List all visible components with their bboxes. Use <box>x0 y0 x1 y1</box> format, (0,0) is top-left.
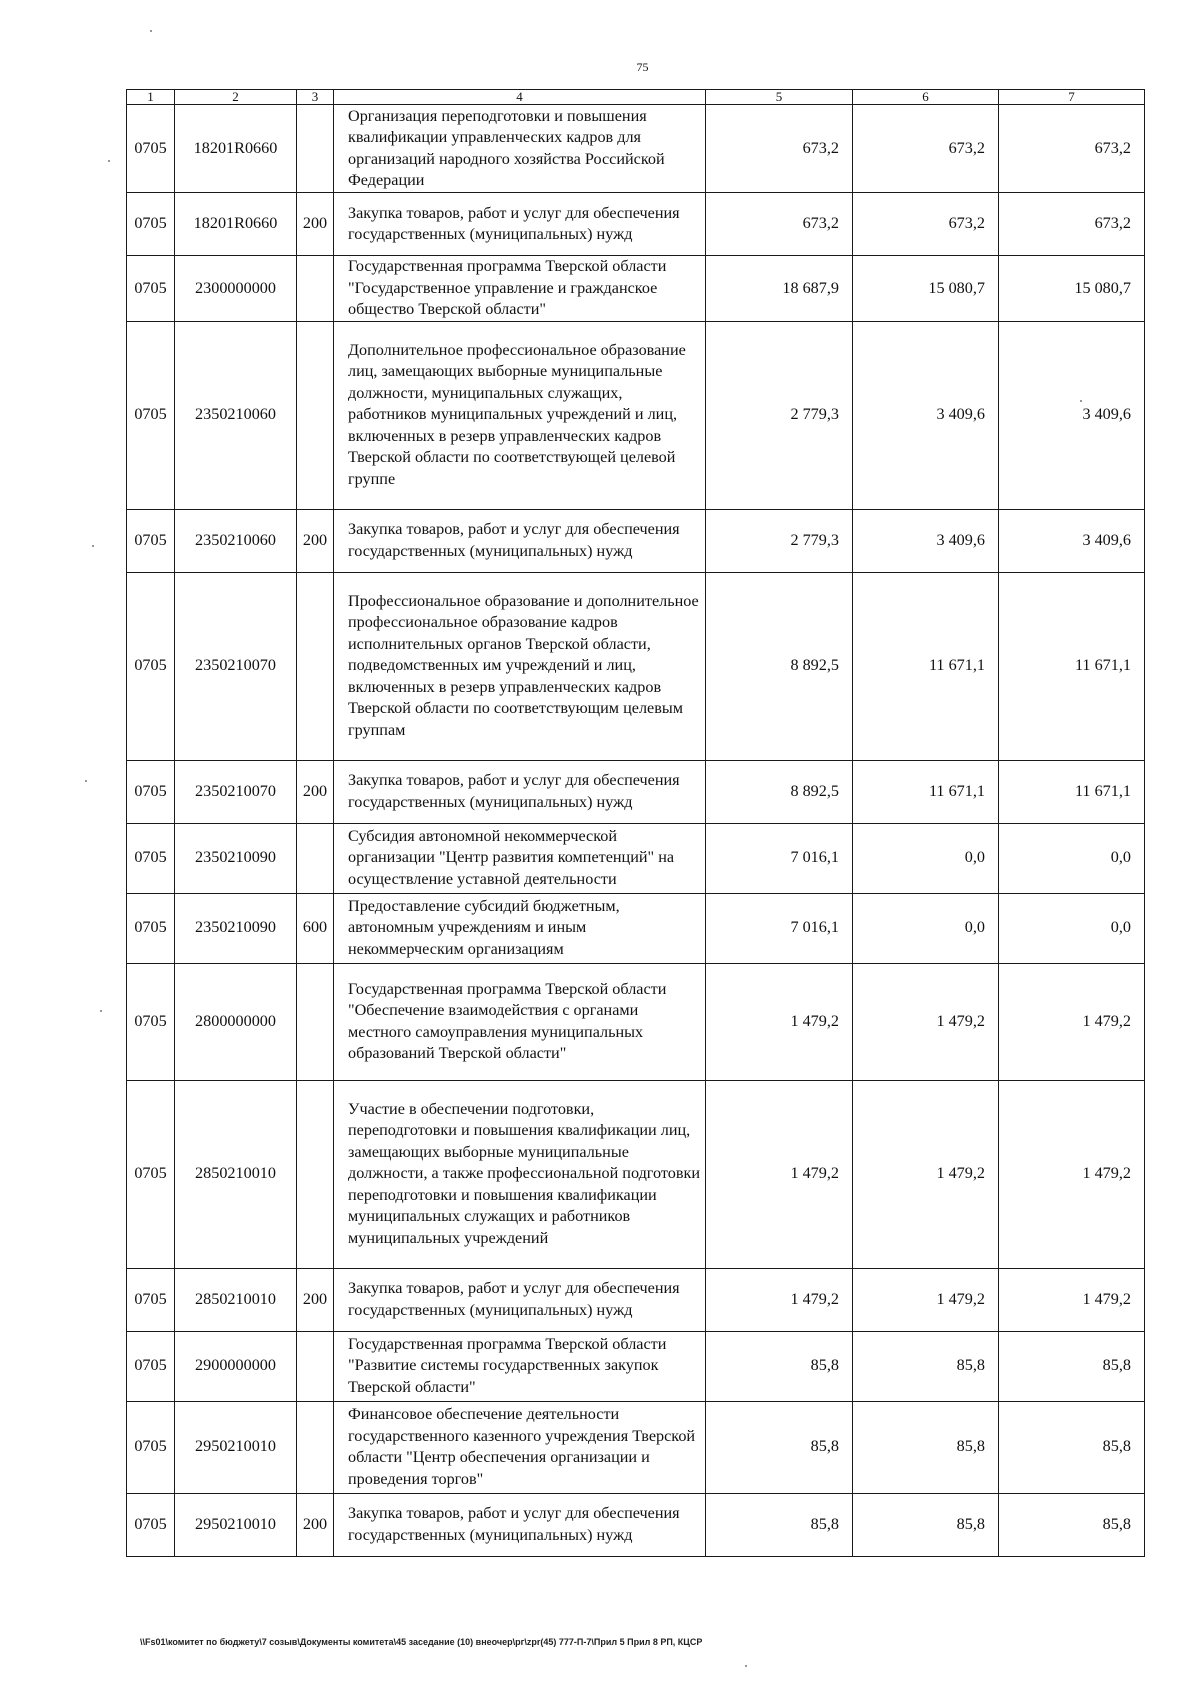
amount-col5-cell: 2 779,3 <box>706 321 853 509</box>
table-row <box>127 760 1145 823</box>
column-header: 3 <box>297 90 334 105</box>
amount-col5-cell: 2 779,3 <box>706 509 853 572</box>
description-cell: Закупка товаров, работ и услуг для обеспечения государственных (муниципальных) нужд <box>334 1493 706 1556</box>
table-row <box>127 572 1145 760</box>
amount-col6-cell: 11 671,1 <box>853 572 999 760</box>
amount-col6-cell: 673,2 <box>853 193 999 256</box>
description-cell: Организация переподготовки и повышения квалификации управленческих кадров для организаций народного хозяйства Российской Федерации <box>334 105 706 193</box>
target-article-cell: 2950210010 <box>175 1401 297 1493</box>
amount-col7-cell: 1 479,2 <box>999 1080 1145 1268</box>
amount-col7-cell: 0,0 <box>999 893 1145 963</box>
amount-col7-cell: 1 479,2 <box>999 1268 1145 1331</box>
table-row <box>127 193 1145 256</box>
amount-col6-cell: 673,2 <box>853 105 999 193</box>
target-article-cell: 2300000000 <box>175 256 297 322</box>
description-cell: Закупка товаров, работ и услуг для обеспечения государственных (муниципальных) нужд <box>334 193 706 256</box>
page-number: 75 <box>636 60 649 74</box>
description-cell: Субсидия автономной некоммерческой организации "Центр развития компетенций" на осуществление уставной деятельности <box>334 823 706 893</box>
expense-type-cell <box>297 1331 334 1401</box>
section-code-cell: 0705 <box>127 1268 175 1331</box>
section-code-cell: 0705 <box>127 1080 175 1268</box>
amount-col5-cell: 1 479,2 <box>706 1268 853 1331</box>
section-code-cell: 0705 <box>127 1493 175 1556</box>
table-row <box>127 963 1145 1080</box>
section-code-cell: 0705 <box>127 572 175 760</box>
section-code-cell: 0705 <box>127 1401 175 1493</box>
amount-col5-cell: 8 892,5 <box>706 760 853 823</box>
table-row <box>127 893 1145 963</box>
section-code-cell: 0705 <box>127 893 175 963</box>
amount-col7-cell: 85,8 <box>999 1493 1145 1556</box>
table-row <box>127 321 1145 509</box>
scan-speck <box>150 30 152 32</box>
expense-type-cell: 200 <box>297 1493 334 1556</box>
target-article-cell: 2350210060 <box>175 509 297 572</box>
description-cell: Дополнительное профессиональное образование лиц, замещающих выборные муниципальные должности, муниципальных служащих, работников муниципальных учреждений и лиц, включенных в резерв управленческих кадров Тверской области по соответствующей целевой группе <box>334 321 706 509</box>
expense-type-cell <box>297 1080 334 1268</box>
expense-type-cell: 200 <box>297 509 334 572</box>
amount-col6-cell: 11 671,1 <box>853 760 999 823</box>
amount-col7-cell: 15 080,7 <box>999 256 1145 322</box>
amount-col6-cell: 0,0 <box>853 893 999 963</box>
description-cell: Государственная программа Тверской области "Развитие системы государственных закупок Тверской области" <box>334 1331 706 1401</box>
section-code-cell: 0705 <box>127 1331 175 1401</box>
column-header: 6 <box>853 90 999 105</box>
section-code-cell: 0705 <box>127 509 175 572</box>
target-article-cell: 2350210060 <box>175 321 297 509</box>
column-header: 2 <box>175 90 297 105</box>
amount-col6-cell: 85,8 <box>853 1401 999 1493</box>
target-article-cell: 2950210010 <box>175 1493 297 1556</box>
section-code-cell: 0705 <box>127 105 175 193</box>
section-code-cell: 0705 <box>127 963 175 1080</box>
amount-col5-cell: 673,2 <box>706 193 853 256</box>
table-row <box>127 509 1145 572</box>
amount-col5-cell: 1 479,2 <box>706 963 853 1080</box>
expense-type-cell <box>297 1401 334 1493</box>
amount-col6-cell: 1 479,2 <box>853 1080 999 1268</box>
target-article-cell: 2900000000 <box>175 1331 297 1401</box>
expense-type-cell: 600 <box>297 893 334 963</box>
description-cell: Закупка товаров, работ и услуг для обеспечения государственных (муниципальных) нужд <box>334 1268 706 1331</box>
target-article-cell: 18201R0660 <box>175 105 297 193</box>
target-article-cell: 2350210070 <box>175 760 297 823</box>
amount-col7-cell: 0,0 <box>999 823 1145 893</box>
table-row <box>127 1080 1145 1268</box>
description-cell: Закупка товаров, работ и услуг для обеспечения государственных (муниципальных) нужд <box>334 509 706 572</box>
section-code-cell: 0705 <box>127 256 175 322</box>
amount-col7-cell: 85,8 <box>999 1401 1145 1493</box>
expense-type-cell: 200 <box>297 1268 334 1331</box>
section-code-cell: 0705 <box>127 760 175 823</box>
target-article-cell: 2850210010 <box>175 1080 297 1268</box>
amount-col5-cell: 85,8 <box>706 1401 853 1493</box>
amount-col7-cell: 673,2 <box>999 105 1145 193</box>
column-header: 5 <box>706 90 853 105</box>
expense-type-cell <box>297 321 334 509</box>
section-code-cell: 0705 <box>127 321 175 509</box>
table-row <box>127 1493 1145 1556</box>
target-article-cell: 2350210090 <box>175 823 297 893</box>
expense-type-cell <box>297 963 334 1080</box>
column-header: 7 <box>999 90 1145 105</box>
expense-type-cell <box>297 823 334 893</box>
section-code-cell: 0705 <box>127 193 175 256</box>
amount-col7-cell: 1 479,2 <box>999 963 1145 1080</box>
expense-type-cell <box>297 572 334 760</box>
description-cell: Участие в обеспечении подготовки, переподготовки и повышения квалификации лиц, замещающих выборные муниципальные должности, а также профессиональной подготовки переподготовки и повышения квалификации муниципальных служащих и работников муниципальных учреждений <box>334 1080 706 1268</box>
amount-col7-cell: 11 671,1 <box>999 760 1145 823</box>
target-article-cell: 18201R0660 <box>175 193 297 256</box>
amount-col6-cell: 0,0 <box>853 823 999 893</box>
amount-col6-cell: 1 479,2 <box>853 1268 999 1331</box>
scan-speck <box>745 1665 747 1667</box>
column-header: 4 <box>334 90 706 105</box>
amount-col5-cell: 85,8 <box>706 1331 853 1401</box>
amount-col6-cell: 1 479,2 <box>853 963 999 1080</box>
description-cell: Предоставление субсидий бюджетным, автономным учреждениям и иным некоммерческим организациям <box>334 893 706 963</box>
scan-speck <box>85 780 87 782</box>
amount-col6-cell: 3 409,6 <box>853 509 999 572</box>
amount-col6-cell: 15 080,7 <box>853 256 999 322</box>
amount-col7-cell: 11 671,1 <box>999 572 1145 760</box>
amount-col7-cell: 673,2 <box>999 193 1145 256</box>
amount-col7-cell: 85,8 <box>999 1331 1145 1401</box>
description-cell: Финансовое обеспечение деятельности государственного казенного учреждения Тверской области "Центр обеспечения организации и проведения торгов" <box>334 1401 706 1493</box>
amount-col7-cell: 3 409,6 <box>999 321 1145 509</box>
budget-table <box>126 89 1145 1557</box>
target-article-cell: 2800000000 <box>175 963 297 1080</box>
table-row <box>127 823 1145 893</box>
amount-col5-cell: 85,8 <box>706 1493 853 1556</box>
table-row <box>127 105 1145 193</box>
expense-type-cell <box>297 105 334 193</box>
scan-speck <box>108 160 110 162</box>
table-body <box>127 105 1145 1557</box>
expense-type-cell: 200 <box>297 760 334 823</box>
file-path-footer: \\Fs01\комитет по бюджету\7 созыв\Документы комитета\45 заседание (10) внеочер\рг\zpr(45) 777-П-7\Прил 5 Прил 8 РП, КЦСР <box>140 1637 703 1647</box>
scan-speck <box>92 545 94 547</box>
scan-speck <box>1080 400 1082 402</box>
amount-col6-cell: 85,8 <box>853 1331 999 1401</box>
target-article-cell: 2350210070 <box>175 572 297 760</box>
table-row <box>127 1401 1145 1493</box>
table-row <box>127 256 1145 322</box>
amount-col5-cell: 673,2 <box>706 105 853 193</box>
expense-type-cell: 200 <box>297 193 334 256</box>
description-cell: Государственная программа Тверской области "Обеспечение взаимодействия с органами местного самоуправления муниципальных образований Тверской области" <box>334 963 706 1080</box>
amount-col6-cell: 3 409,6 <box>853 321 999 509</box>
section-code-cell: 0705 <box>127 823 175 893</box>
expense-type-cell <box>297 256 334 322</box>
table-row <box>127 1268 1145 1331</box>
target-article-cell: 2350210090 <box>175 893 297 963</box>
amount-col5-cell: 7 016,1 <box>706 823 853 893</box>
scan-speck <box>100 1010 102 1012</box>
amount-col5-cell: 7 016,1 <box>706 893 853 963</box>
description-cell: Государственная программа Тверской области "Государственное управление и гражданское общество Тверской области" <box>334 256 706 322</box>
table-header-row <box>127 90 1145 105</box>
description-cell: Профессиональное образование и дополнительное профессиональное образование кадров исполнительных органов Тверской области, подведомственных им учреждений и лиц, включенных в резерв управленческих кадров Тверской области по соответствующим целевым группам <box>334 572 706 760</box>
table-row <box>127 1331 1145 1401</box>
amount-col6-cell: 85,8 <box>853 1493 999 1556</box>
amount-col5-cell: 18 687,9 <box>706 256 853 322</box>
amount-col5-cell: 1 479,2 <box>706 1080 853 1268</box>
amount-col5-cell: 8 892,5 <box>706 572 853 760</box>
column-header: 1 <box>127 90 175 105</box>
amount-col7-cell: 3 409,6 <box>999 509 1145 572</box>
target-article-cell: 2850210010 <box>175 1268 297 1331</box>
description-cell: Закупка товаров, работ и услуг для обеспечения государственных (муниципальных) нужд <box>334 760 706 823</box>
